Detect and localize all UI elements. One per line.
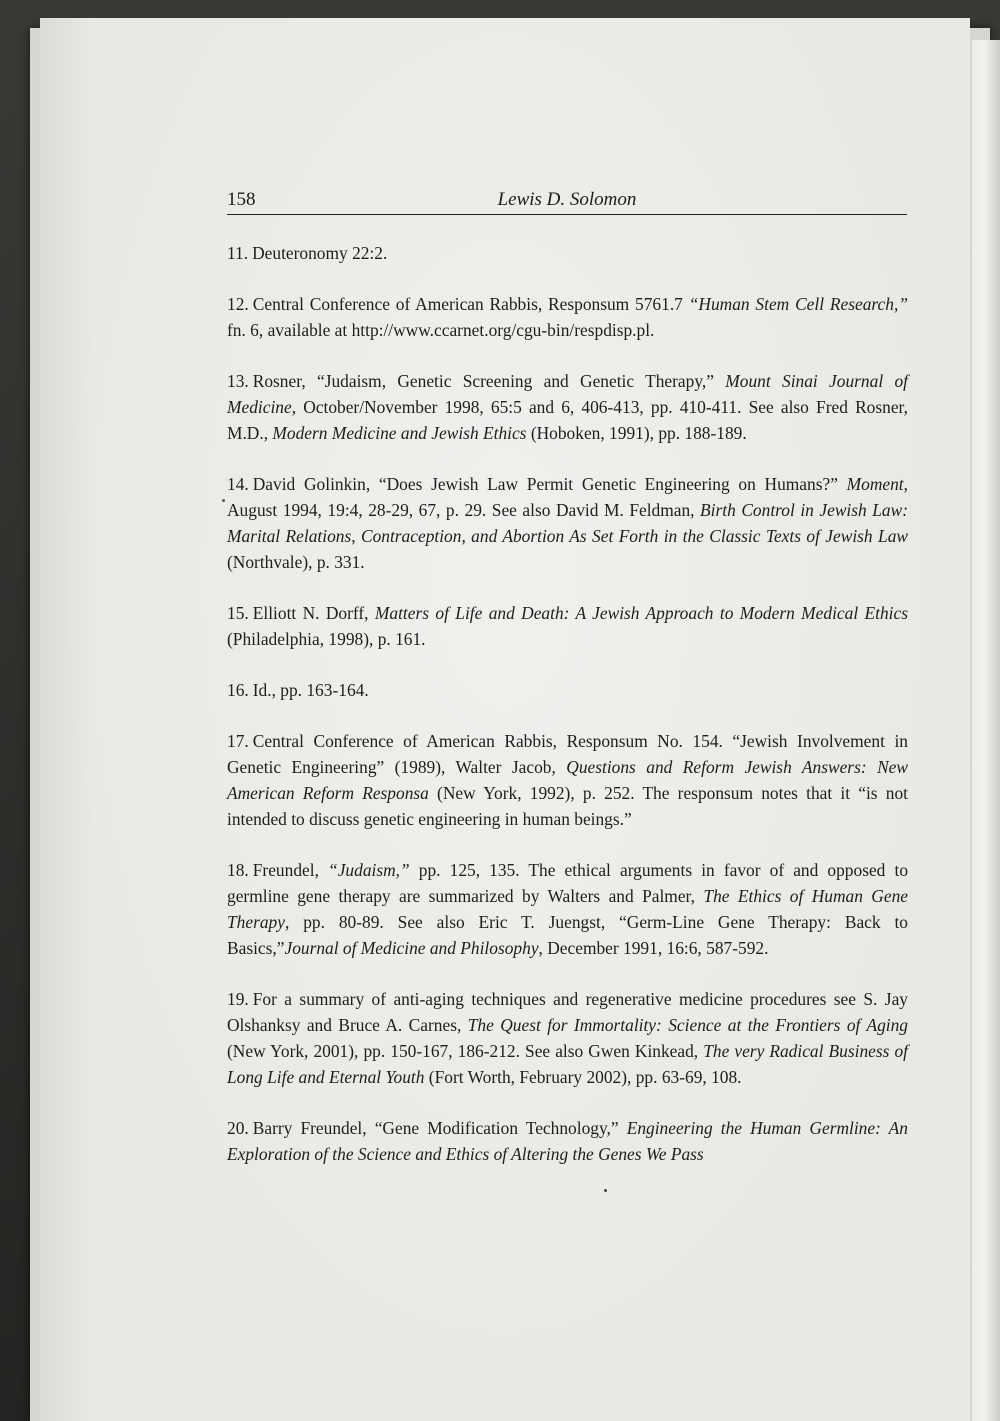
endnote (227, 291, 908, 343)
endnote-text: (New York, 1992), p. 252. The responsum notes that it “is not intended to discuss genetic engineering in human beings.” (227, 783, 908, 829)
endnote (227, 677, 908, 703)
margin-mark (222, 499, 225, 502)
page-number: 158 (227, 189, 256, 210)
endnote-text: Central Conference of American Rabbis, Responsum 5761.7 (252, 294, 689, 314)
endnote-number: 16. (227, 680, 249, 700)
endnote (227, 240, 908, 266)
endnote-text: , October/November 1998, 65:5 and 6, 406-413, pp. 410-411. See also Fred Rosner, M.D., (227, 397, 908, 443)
endnote (227, 368, 908, 446)
endnote-text: (New York, 2001), pp. 150-167, 186-212. See also Gwen Kinkead, (227, 1041, 704, 1061)
running-head: Lewis D. Solomon (497, 189, 637, 210)
endnote-title: Journal of Medicine and Philosophy (284, 938, 539, 958)
endnote-text: Freundel, (252, 860, 329, 880)
endnote-number: 18. (227, 860, 249, 880)
endnote-text: , December 1991, 16:6, 587-592. (538, 938, 769, 958)
endnote-text: (Fort Worth, February 2002), pp. 63-69, 108. (424, 1067, 742, 1087)
endnote-text: Barry Freundel, “Gene Modification Technology,” (252, 1118, 627, 1138)
endnote-text: pp. 125, 135. The ethical arguments in favor of and opposed to germline gene therapy are summarized by Walters and Palmer, (227, 860, 909, 906)
endnote (227, 728, 908, 832)
endnote-text: Deuteronomy 22:2. (252, 243, 388, 263)
endnote-number: 11. (227, 243, 249, 263)
endnote-text: , August 1994, 19:4, 28-29, 67, p. 29. See also David M. Feldman, (227, 474, 908, 520)
endnote-text: (Philadelphia, 1998), p. 161. (227, 629, 426, 649)
endnote-text: (Northvale), p. 331. (227, 552, 365, 572)
endnote-number: 15. (227, 603, 249, 623)
endnote-number: 19. (227, 989, 249, 1009)
endnotes-list (227, 240, 908, 1192)
endnote-title: The very Radical Business of Long Life and Eternal Youth (227, 1041, 908, 1087)
endnote-number: 13. (227, 371, 249, 391)
endnote-title: Engineering the Human Germline: An Exploration of the Science and Ethics of Altering the Genes We Pass (227, 1118, 908, 1164)
endnote-title: “Judaism,” (328, 860, 410, 880)
ink-dot (604, 1189, 607, 1192)
endnote (227, 986, 908, 1090)
endnote-number: 20. (227, 1118, 249, 1138)
endnote-number: 12. (227, 294, 249, 314)
endnote-title: Mount Sinai Journal of Medicine (227, 371, 908, 417)
endnote-title: The Quest for Immortality: Science at the Frontiers of Aging (467, 1015, 908, 1035)
endnote-text: Rosner, “Judaism, Genetic Screening and Genetic Therapy,” (252, 371, 726, 391)
endnote (227, 857, 908, 961)
endnote-title: Matters of Life and Death: A Jewish Approach to Modern Medical Ethics (374, 603, 908, 623)
endnote-text: fn. 6, available at http://www.ccarnet.org/cgu-bin/respdisp.pl. (227, 320, 655, 340)
endnote-number: 14. (227, 474, 249, 494)
endnote-title: Moment (846, 474, 904, 494)
page-header (227, 186, 907, 215)
endnote (227, 600, 908, 652)
endnote-title: “Human Stem Cell Research,” (688, 294, 908, 314)
endnote-title: Modern Medicine and Jewish Ethics (272, 423, 527, 443)
endnote-text: (Hoboken, 1991), pp. 188-189. (526, 423, 747, 443)
endnote-text: , pp. 80-89. See also Eric T. Juengst, “Germ-Line Gene Therapy: Back to Basics,” (227, 912, 908, 958)
endnote-text: Central Conference of American Rabbis, Responsum No. 154. “Jewish Involvement in Genetic Engineering” (1989), Walter Jacob, (227, 731, 908, 777)
endnote-title: Questions and Reform Jewish Answers: New American Reform Responsa (227, 757, 908, 803)
endnote (227, 1115, 908, 1167)
endnote-text: Elliott N. Dorff, (252, 603, 375, 623)
endnote-title: The Ethics of Human Gene Therapy (227, 886, 908, 932)
endnote (227, 471, 908, 575)
endnote-title: Birth Control in Jewish Law: Marital Relations, Contraception, and Abortion As Set Forth in the Classic Texts of Jewish Law (227, 500, 908, 546)
endnote-text: David Golinkin, “Does Jewish Law Permit Genetic Engineering on Humans?” (252, 474, 847, 494)
endnote-number: 17. (227, 731, 249, 751)
page-edge (972, 40, 1000, 1421)
endnote-text: For a summary of anti-aging techniques and regenerative medicine procedures see S. Jay Olshanksy and Bruce A. Carnes, (227, 989, 908, 1035)
endnote-text: Id., pp. 163-164. (252, 680, 369, 700)
